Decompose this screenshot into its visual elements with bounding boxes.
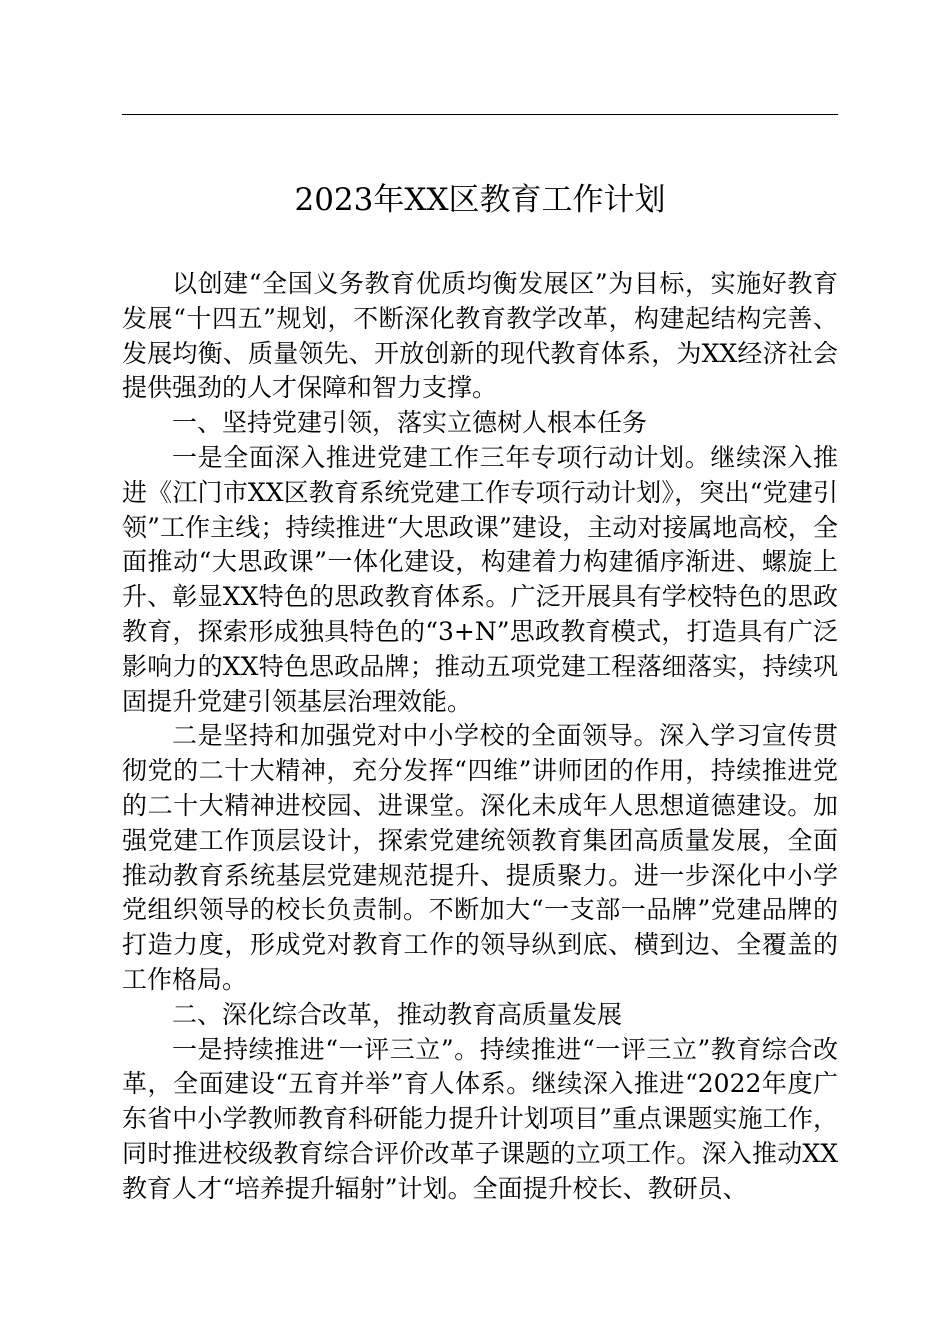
section-heading-1: 一、坚持党建引领，落实立德树人根本任务 [172,408,648,438]
body-paragraph: 一是持续推进“一评三立”。持续推进“一评三立”教育综合改革，全面建设“五育并举”育人体系。继续深入推进“2022年度广东省中小学教师教育科研能力提升计划项目”重点课题实施工作，同时推进校级教育综合评价改革子课题的立项工作。深入推动XX教育人才“培养提升辐射”计划。全面提升校长、教研员、 [122,1034,838,1203]
body-paragraph: 二是坚持和加强党对中小学校的全面领导。深入学习宣传贯彻党的二十大精神，充分发挥“四维”讲师团的作用，持续推进党的二十大精神进校园、进课堂。深化未成年人思想道德建设。加强党建工作顶层设计，探索党建统领教育集团高质量发展，全面推动教育系统基层党建规范提升、提质聚力。进一步深化中小学党组织领导的校长负责制。不断加大“一支部一品牌”党建品牌的打造力度，形成党对教育工作的领导纵到底、横到边、全覆盖的工作格局。 [122,721,838,994]
intro-paragraph: 以创建“全国义务教育优质均衡发展区”为目标，实施好教育发展“十四五”规划，不断深化教育教学改革，构建起结构完善、发展均衡、质量领先、开放创新的现代教育体系，为XX经济社会提供强劲的人才保障和智力支撑。 [122,269,838,403]
section-heading-2: 二、深化综合改革，推动教育高质量发展 [172,999,623,1029]
body-paragraph: 一是全面深入推进党建工作三年专项行动计划。继续深入推进《江门市XX区教育系统党建工作专项行动计划》，突出“党建引领”工作主线；持续推进“大思政课”建设，主动对接属地高校，全面推动“大思政课”一体化建设，构建着力构建循序渐进、螺旋上升、彰显XX特色的思政教育体系。广泛开展具有学校特色的思政教育，探索形成独具特色的“3+N”思政教育模式，打造具有广泛影响力的XX特色思政品牌；推动五项党建工程落细落实，持续巩固提升党建引领基层治理效能。 [122,442,838,716]
header-rule [122,114,838,115]
document-title: 2023年XX区教育工作计划 [294,182,666,218]
document-body [122,267,838,1207]
